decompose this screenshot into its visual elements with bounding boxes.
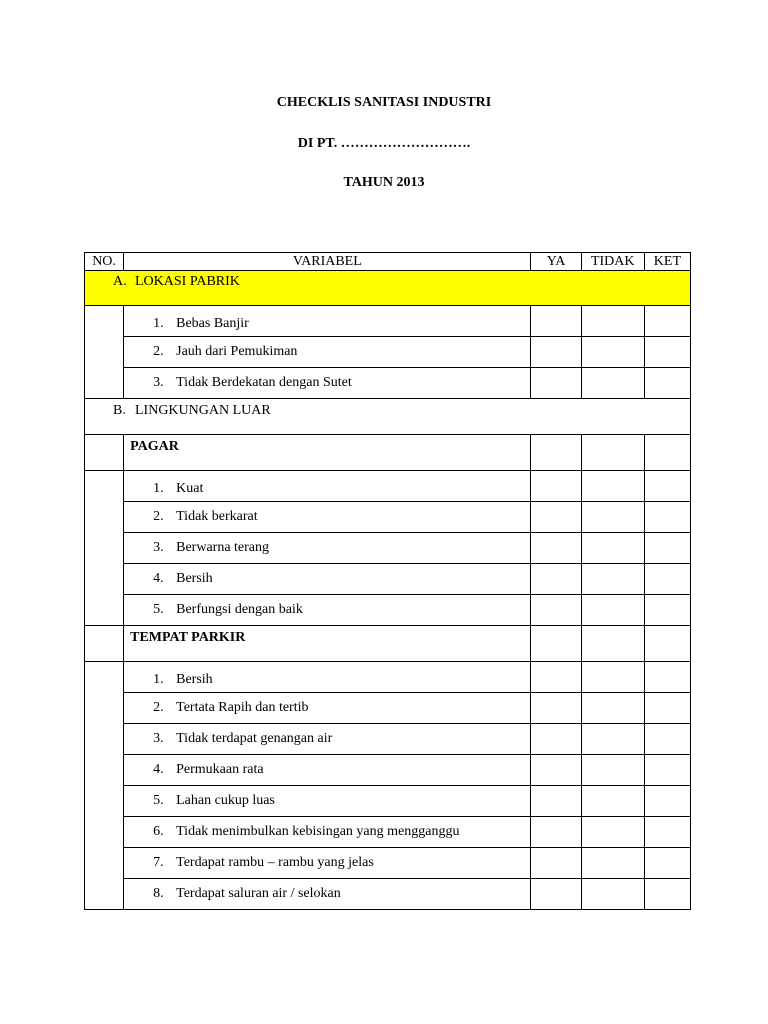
header-row <box>85 253 691 271</box>
tidak-cell[interactable] <box>581 662 644 693</box>
item-number: 1. <box>153 316 164 331</box>
ya-cell[interactable] <box>531 662 581 693</box>
ya-cell[interactable] <box>531 693 581 724</box>
item-cell <box>124 564 531 595</box>
ket-cell[interactable] <box>644 337 690 368</box>
item-text: Berfungsi dengan baik <box>176 602 303 617</box>
item-cell <box>124 724 531 755</box>
tidak-cell[interactable] <box>581 693 644 724</box>
section-b-row <box>85 399 691 435</box>
section-a-letter: A. <box>113 274 127 289</box>
item-text: Bersih <box>176 672 213 687</box>
tidak-cell[interactable] <box>581 306 644 337</box>
item-number: 8. <box>153 886 164 901</box>
item-cell <box>124 848 531 879</box>
item-number: 2. <box>153 700 164 715</box>
ket-cell[interactable] <box>644 879 690 910</box>
item-text: Bersih <box>176 571 213 586</box>
col-header-ket: KET <box>644 253 690 271</box>
item-text: Jauh dari Pemukiman <box>176 344 298 359</box>
item-text: Terdapat rambu – rambu yang jelas <box>176 855 374 870</box>
ket-cell[interactable] <box>644 502 690 533</box>
table-row <box>85 817 691 848</box>
year-line: TAHUN 2013 <box>343 175 425 190</box>
tidak-cell[interactable] <box>581 626 644 662</box>
table-row <box>85 693 691 724</box>
ket-cell[interactable] <box>644 662 690 693</box>
tidak-cell[interactable] <box>581 786 644 817</box>
table-row <box>85 306 691 337</box>
tidak-cell[interactable] <box>581 564 644 595</box>
item-number: 5. <box>153 793 164 808</box>
item-text: Tertata Rapih dan tertib <box>176 700 309 715</box>
item-text: Tidak menimbulkan kebisingan yang mengganggu <box>176 824 460 839</box>
ket-cell[interactable] <box>644 564 690 595</box>
ket-cell[interactable] <box>644 626 690 662</box>
item-number: 4. <box>153 762 164 777</box>
item-text: Tidak Berdekatan dengan Sutet <box>176 375 352 390</box>
ket-cell[interactable] <box>644 755 690 786</box>
col-header-tidak: TIDAK <box>581 253 644 271</box>
tidak-cell[interactable] <box>581 755 644 786</box>
ya-cell[interactable] <box>531 502 581 533</box>
table-row <box>85 786 691 817</box>
ket-cell[interactable] <box>644 533 690 564</box>
table-row <box>85 533 691 564</box>
item-cell <box>124 786 531 817</box>
ya-cell[interactable] <box>531 755 581 786</box>
ya-cell[interactable] <box>531 368 581 399</box>
col-header-no: NO. <box>85 253 124 271</box>
group-pagar-row <box>85 435 691 471</box>
ket-cell[interactable] <box>644 817 690 848</box>
table-row <box>85 471 691 502</box>
item-number: 1. <box>153 672 164 687</box>
item-cell <box>124 471 531 502</box>
item-cell <box>124 306 531 337</box>
item-text: Kuat <box>176 481 204 496</box>
tidak-cell[interactable] <box>581 337 644 368</box>
ya-cell[interactable] <box>531 306 581 337</box>
table-row <box>85 368 691 399</box>
table-row <box>85 337 691 368</box>
item-number: 6. <box>153 824 164 839</box>
ya-cell[interactable] <box>531 724 581 755</box>
no-cell <box>85 626 124 662</box>
table-row <box>85 755 691 786</box>
item-cell <box>124 693 531 724</box>
table-row <box>85 848 691 879</box>
item-number: 3. <box>153 731 164 746</box>
section-a-row <box>85 271 691 306</box>
item-text: Lahan cukup luas <box>176 793 275 808</box>
group-pagar-label: PAGAR <box>124 435 531 471</box>
tidak-cell[interactable] <box>581 848 644 879</box>
item-number: 2. <box>153 344 164 359</box>
section-b-heading <box>85 399 691 435</box>
section-b-letter: B. <box>113 403 126 418</box>
item-cell <box>124 755 531 786</box>
item-cell <box>124 502 531 533</box>
tidak-cell[interactable] <box>581 368 644 399</box>
ya-cell[interactable] <box>531 337 581 368</box>
table-row <box>85 595 691 626</box>
item-number: 5. <box>153 602 164 617</box>
company-line: DI PT. ………………………. <box>297 136 471 151</box>
ya-cell[interactable] <box>531 817 581 848</box>
tidak-cell[interactable] <box>581 879 644 910</box>
ya-cell[interactable] <box>531 848 581 879</box>
ya-cell[interactable] <box>531 533 581 564</box>
item-number: 2. <box>153 509 164 524</box>
item-cell <box>124 533 531 564</box>
section-a-label: LOKASI PABRIK <box>135 274 240 289</box>
item-text: Permukaan rata <box>176 762 264 777</box>
item-cell <box>124 337 531 368</box>
no-cell <box>85 435 124 471</box>
ket-cell[interactable] <box>644 848 690 879</box>
checklist-table <box>84 252 691 910</box>
group-parkir-label: TEMPAT PARKIR <box>124 626 531 662</box>
ya-cell[interactable] <box>531 471 581 502</box>
section-b-label: LINGKUNGAN LUAR <box>135 403 271 418</box>
group-parkir-row <box>85 626 691 662</box>
item-text: Bebas Banjir <box>176 316 249 331</box>
section-a-heading <box>85 271 691 306</box>
no-cell <box>85 306 124 399</box>
item-cell <box>124 368 531 399</box>
ya-cell[interactable] <box>531 626 581 662</box>
col-header-variabel: VARIABEL <box>124 253 531 271</box>
ket-cell[interactable] <box>644 595 690 626</box>
tidak-cell[interactable] <box>581 471 644 502</box>
item-text: Berwarna terang <box>176 540 270 555</box>
table-row <box>85 502 691 533</box>
item-text: Tidak terdapat genangan air <box>176 731 333 746</box>
ket-cell[interactable] <box>644 693 690 724</box>
ya-cell[interactable] <box>531 595 581 626</box>
tidak-cell[interactable] <box>581 435 644 471</box>
ket-cell[interactable] <box>644 471 690 502</box>
item-cell <box>124 879 531 910</box>
tidak-cell[interactable] <box>581 502 644 533</box>
ket-cell[interactable] <box>644 724 690 755</box>
ya-cell[interactable] <box>531 879 581 910</box>
table-row <box>85 564 691 595</box>
tidak-cell[interactable] <box>581 595 644 626</box>
item-number: 7. <box>153 855 164 870</box>
document-title: CHECKLIS SANITASI INDUSTRI <box>276 95 492 110</box>
col-header-ya: YA <box>531 253 581 271</box>
item-text: Tidak berkarat <box>176 509 258 524</box>
ya-cell[interactable] <box>531 786 581 817</box>
tidak-cell[interactable] <box>581 817 644 848</box>
item-number: 3. <box>153 375 164 390</box>
ya-cell[interactable] <box>531 564 581 595</box>
table-row <box>85 724 691 755</box>
table-row <box>85 662 691 693</box>
ket-cell[interactable] <box>644 306 690 337</box>
tidak-cell[interactable] <box>581 724 644 755</box>
ya-cell[interactable] <box>531 435 581 471</box>
item-cell <box>124 817 531 848</box>
table-row <box>85 879 691 910</box>
no-cell <box>85 662 124 910</box>
no-cell <box>85 471 124 626</box>
ket-cell[interactable] <box>644 435 690 471</box>
item-number: 1. <box>153 481 164 496</box>
item-number: 3. <box>153 540 164 555</box>
tidak-cell[interactable] <box>581 533 644 564</box>
item-text: Terdapat saluran air / selokan <box>176 886 341 901</box>
item-number: 4. <box>153 571 164 586</box>
ket-cell[interactable] <box>644 786 690 817</box>
ket-cell[interactable] <box>644 368 690 399</box>
item-cell <box>124 662 531 693</box>
item-cell <box>124 595 531 626</box>
